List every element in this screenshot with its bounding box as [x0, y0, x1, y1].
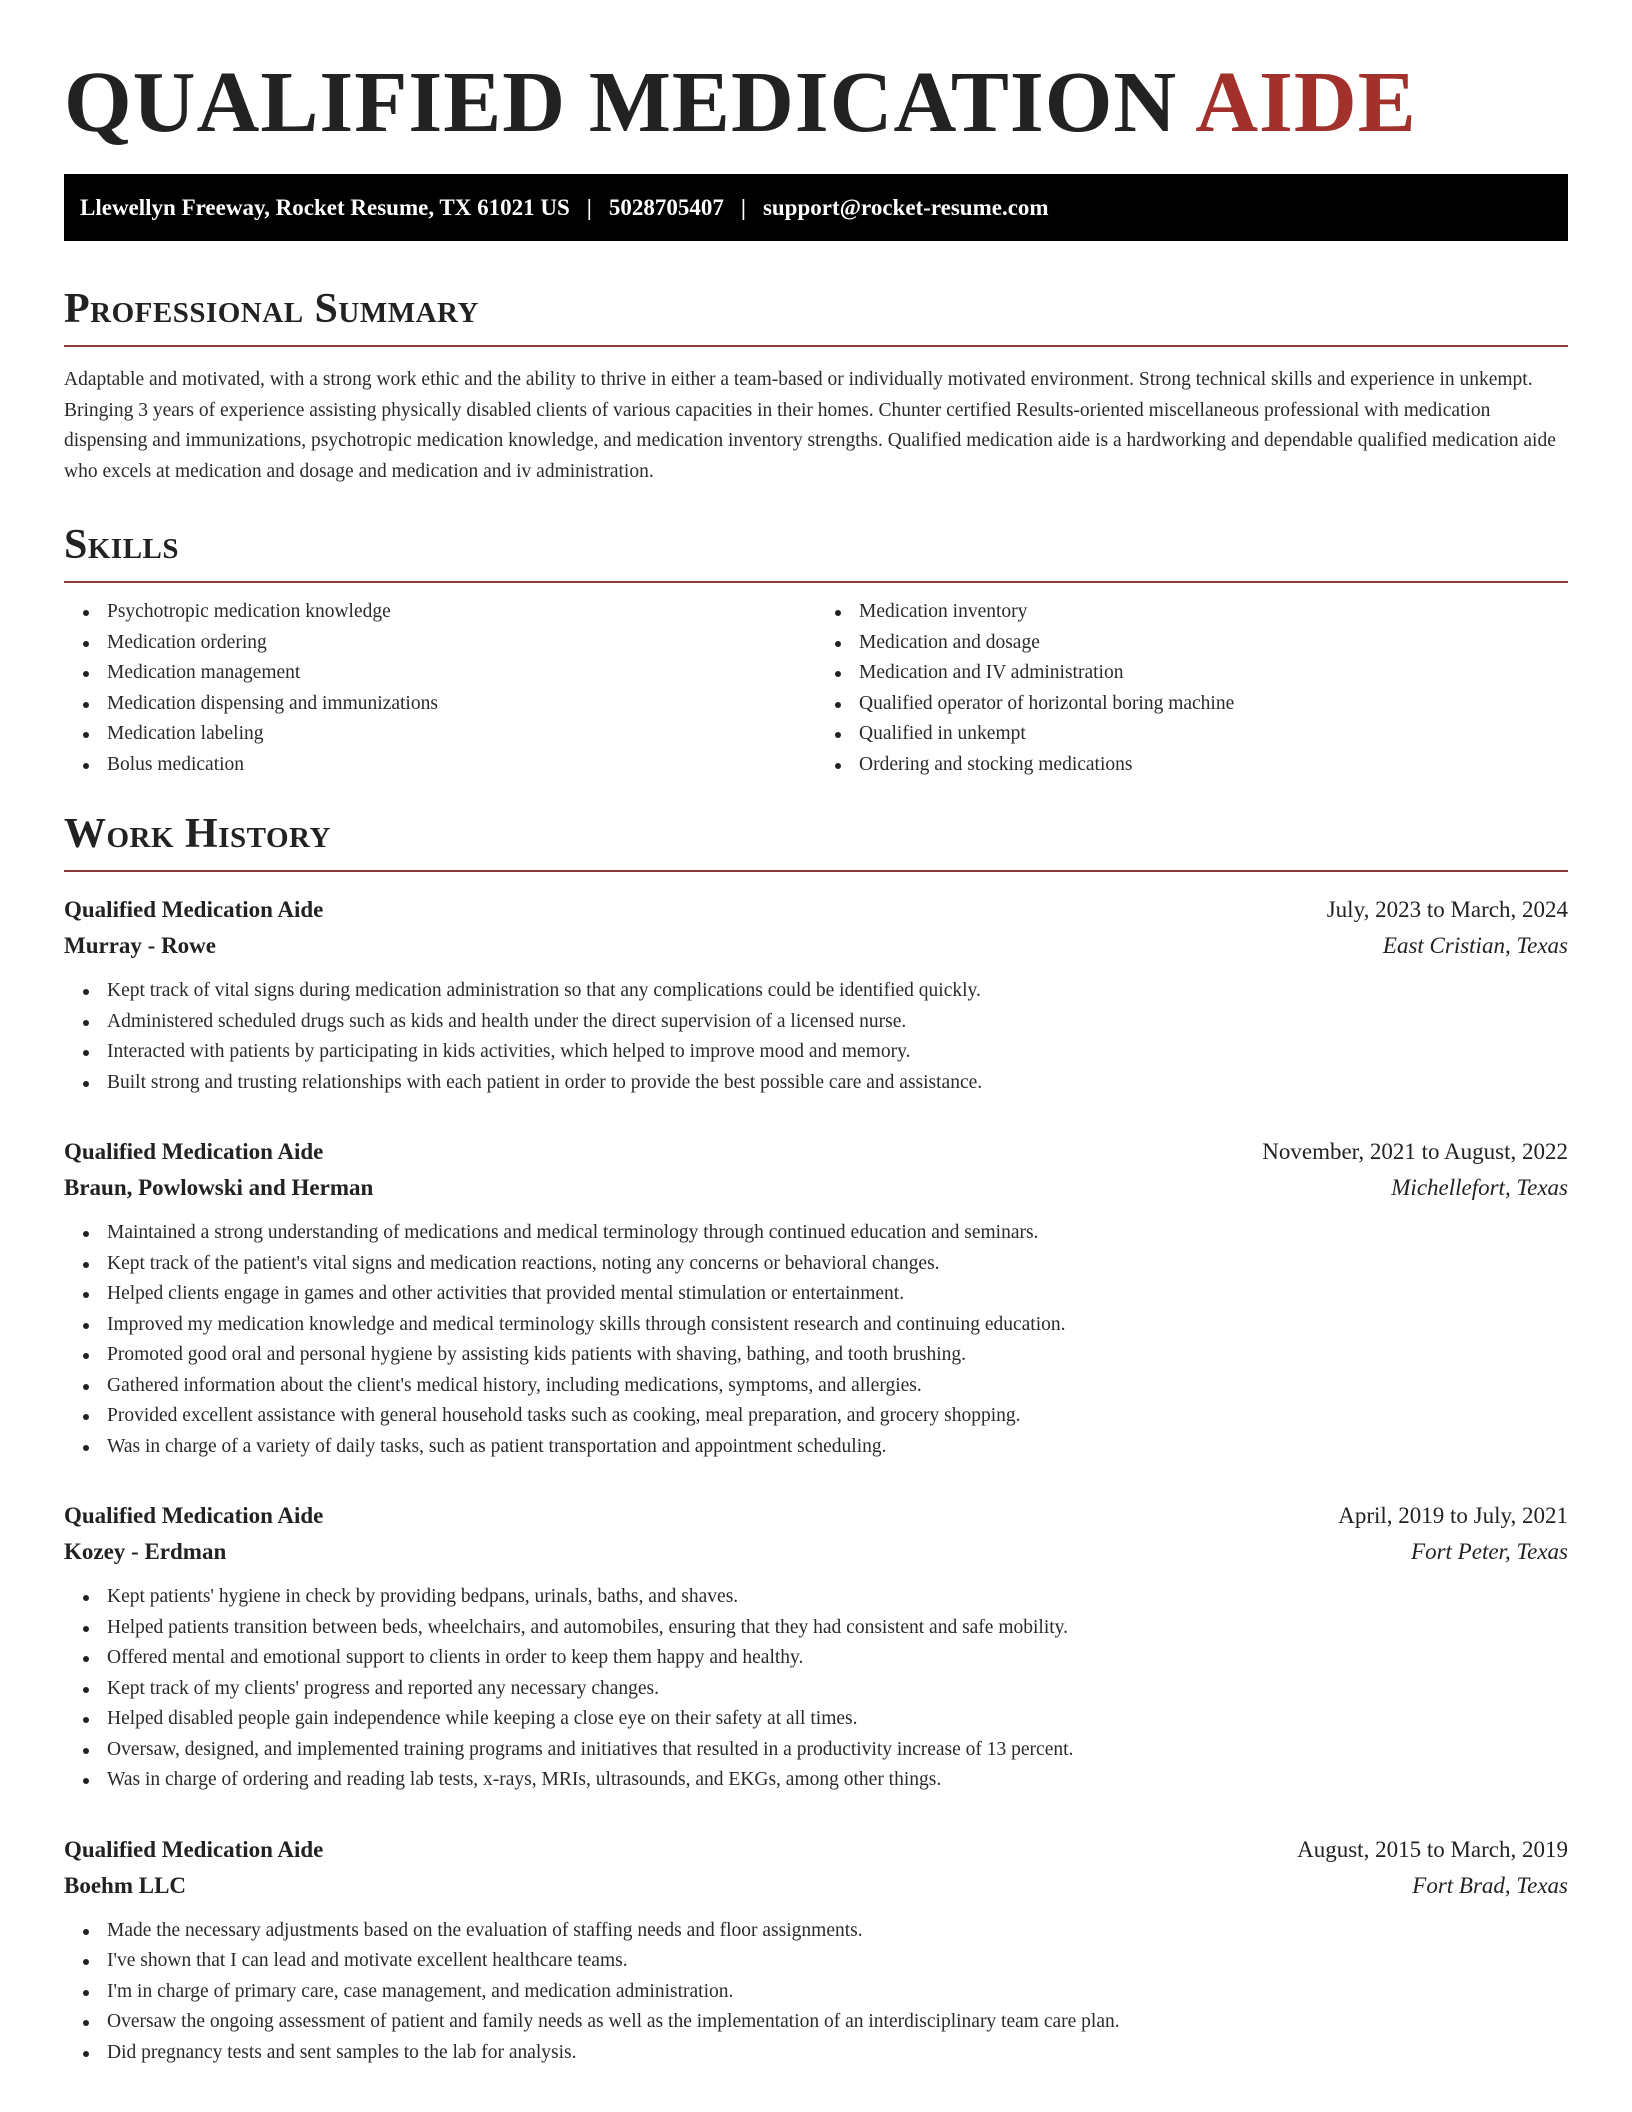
job-dates: November, 2021 to August, 2022: [1262, 1139, 1568, 1164]
skill-item: Qualified in unkempt: [859, 719, 1568, 750]
skills-heading: Skills: [64, 522, 180, 568]
skill-item: Bolus medication: [107, 750, 816, 781]
job-duty: Improved my medication knowledge and medical terminology skills through consistent research and continuing education.: [107, 1310, 1568, 1341]
resume-title: [64, 52, 1568, 152]
job-company: Murray - Rowe: [64, 933, 217, 958]
job-duty: Gathered information about the client's medical history, including medications, symptoms, and allergies.: [107, 1371, 1568, 1402]
job-duty: Oversaw the ongoing assessment of patient and family needs as well as the implementation of an interdisciplinary team care plan.: [107, 2007, 1568, 2038]
job-duty: Oversaw, designed, and implemented training programs and initiatives that resulted in a productivity increase of 13 percent.: [107, 1735, 1568, 1766]
job-duty: I'm in charge of primary care, case management, and medication administration.: [107, 1977, 1568, 2008]
skill-item: Medication and IV administration: [859, 658, 1568, 689]
job-duty: Kept track of the patient's vital signs and medication reactions, noting any concerns or behavioral changes.: [107, 1249, 1568, 1280]
job-duty: Was in charge of ordering and reading lab tests, x-rays, MRIs, ultrasounds, and EKGs, among other things.: [107, 1765, 1568, 1796]
job-location: Fort Peter, Texas: [1411, 1539, 1568, 1564]
section-divider: [64, 345, 1568, 347]
job-duty: Interacted with patients by participating in kids activities, which helped to improve mood and memory.: [107, 1037, 1568, 1068]
job-duty: Promoted good oral and personal hygiene by assisting kids patients with shaving, bathing, and tooth brushing.: [107, 1340, 1568, 1371]
skills-list-left: [64, 597, 816, 780]
job-dates: July, 2023 to March, 2024: [1326, 897, 1568, 922]
job-duty: Provided excellent assistance with general household tasks such as cooking, meal preparation, and grocery shopping.: [107, 1401, 1568, 1432]
job-duty: Maintained a strong understanding of medications and medical terminology through continued education and seminars.: [107, 1218, 1568, 1249]
job-duty: Helped clients engage in games and other activities that provided mental stimulation or entertainment.: [107, 1279, 1568, 1310]
skill-item: Medication management: [107, 658, 816, 689]
job-company-row: [64, 1170, 1568, 1206]
job-company-row: [64, 1868, 1568, 1904]
job-entry: [64, 1134, 1568, 1462]
job-duty: Was in charge of a variety of daily tasks, such as patient transportation and appointment scheduling.: [107, 1432, 1568, 1463]
skill-item: Psychotropic medication knowledge: [107, 597, 816, 628]
summary-heading: Professional Summary: [64, 286, 479, 332]
contact-email: support@rocket-resume.com: [762, 194, 1049, 220]
job-company-row: [64, 928, 1568, 964]
job-company: Boehm LLC: [64, 1872, 187, 1898]
job-dates: April, 2019 to July, 2021: [1338, 1503, 1568, 1528]
summary-text: Adaptable and motivated, with a strong work ethic and the ability to thrive in either a team-based or individually motivated environment. Strong technical skills and experience in unkempt. Bringing 3 years of experience assisting physically disabled clients of various capacities in their homes. Chunter certified Results-oriented miscellaneous professional with medication dispensing and immunizations, psychotropic medication knowledge, and medication inventory strengths. Qualified medication aide is a hardworking and dependable qualified medication aide who excels at medication and dosage and medication and iv administration.: [64, 369, 1556, 482]
job-duties-list: [64, 1916, 1568, 2069]
job-entry: [64, 892, 1568, 1098]
skill-item: Ordering and stocking medications: [859, 750, 1568, 781]
skill-item: Medication and dosage: [859, 628, 1568, 659]
job-duty: Made the necessary adjustments based on the evaluation of staffing needs and floor assignments.: [107, 1916, 1568, 1947]
summary-section: [64, 285, 1568, 487]
job-header-row: [64, 892, 1568, 928]
contact-address: Llewellyn Freeway, Rocket Resume, TX 61021 US: [80, 194, 570, 220]
skill-item: Medication dispensing and immunizations: [107, 689, 816, 720]
job-duty: Kept track of vital signs during medication administration so that any complications could be identified quickly.: [107, 976, 1568, 1007]
job-entry: [64, 1498, 1568, 1796]
job-duty: Offered mental and emotional support to clients in order to keep them happy and healthy.: [107, 1643, 1568, 1674]
contact-bar: [64, 174, 1568, 241]
job-company: Braun, Powlowski and Herman: [64, 1175, 374, 1200]
skill-item: Medication ordering: [107, 628, 816, 659]
job-duty: Kept track of my clients' progress and reported any necessary changes.: [107, 1674, 1568, 1705]
title-accent: AIDE: [1195, 53, 1417, 150]
skill-item: Medication inventory: [859, 597, 1568, 628]
contact-separator: |: [586, 194, 592, 220]
job-duty: Helped disabled people gain independence while keeping a close eye on their safety at all times.: [107, 1704, 1568, 1735]
job-header-row: [64, 1498, 1568, 1534]
job-duty: Helped patients transition between beds, wheelchairs, and automobiles, ensuring that they had consistent and safe mobility.: [107, 1613, 1568, 1644]
title-main: QUALIFIED MEDICATION: [64, 53, 1178, 150]
job-company: Kozey - Erdman: [64, 1539, 227, 1564]
job-duties-list: [64, 1218, 1568, 1462]
job-duty: Kept patients' hygiene in check by providing bedpans, urinals, baths, and shaves.: [107, 1582, 1568, 1613]
contact-separator: |: [740, 194, 746, 220]
job-title: Qualified Medication Aide: [64, 1139, 324, 1164]
job-duties-list: [64, 976, 1568, 1098]
contact-phone: 5028705407: [608, 194, 724, 220]
skill-item: Qualified operator of horizontal boring machine: [859, 689, 1568, 720]
job-duty: Built strong and trusting relationships with each patient in order to provide the best possible care and assistance.: [107, 1068, 1568, 1099]
skills-grid: [64, 597, 1568, 780]
job-dates: August, 2015 to March, 2019: [1297, 1836, 1568, 1862]
job-location: East Cristian, Texas: [1382, 933, 1568, 958]
job-duties-list: [64, 1582, 1568, 1796]
job-company-row: [64, 1534, 1568, 1570]
job-title: Qualified Medication Aide: [64, 1836, 324, 1862]
job-location: Michellefort, Texas: [1391, 1175, 1568, 1200]
work-history-section: [64, 810, 1568, 2068]
job-duty: Did pregnancy tests and sent samples to the lab for analysis.: [107, 2038, 1568, 2069]
job-duty: I've shown that I can lead and motivate excellent healthcare teams.: [107, 1946, 1568, 1977]
section-divider: [64, 870, 1568, 872]
skills-section: [64, 521, 1568, 780]
job-header-row: [64, 1134, 1568, 1170]
work-history-heading: Work History: [64, 811, 331, 857]
job-header-row: [64, 1832, 1568, 1868]
job-entry: [64, 1832, 1568, 2069]
job-duty: Administered scheduled drugs such as kids and health under the direct supervision of a licensed nurse.: [107, 1007, 1568, 1038]
skills-list-right: [816, 597, 1568, 780]
section-divider: [64, 581, 1568, 583]
job-title: Qualified Medication Aide: [64, 1503, 324, 1528]
job-location: Fort Brad, Texas: [1412, 1872, 1568, 1898]
job-title: Qualified Medication Aide: [64, 897, 324, 922]
skill-item: Medication labeling: [107, 719, 816, 750]
